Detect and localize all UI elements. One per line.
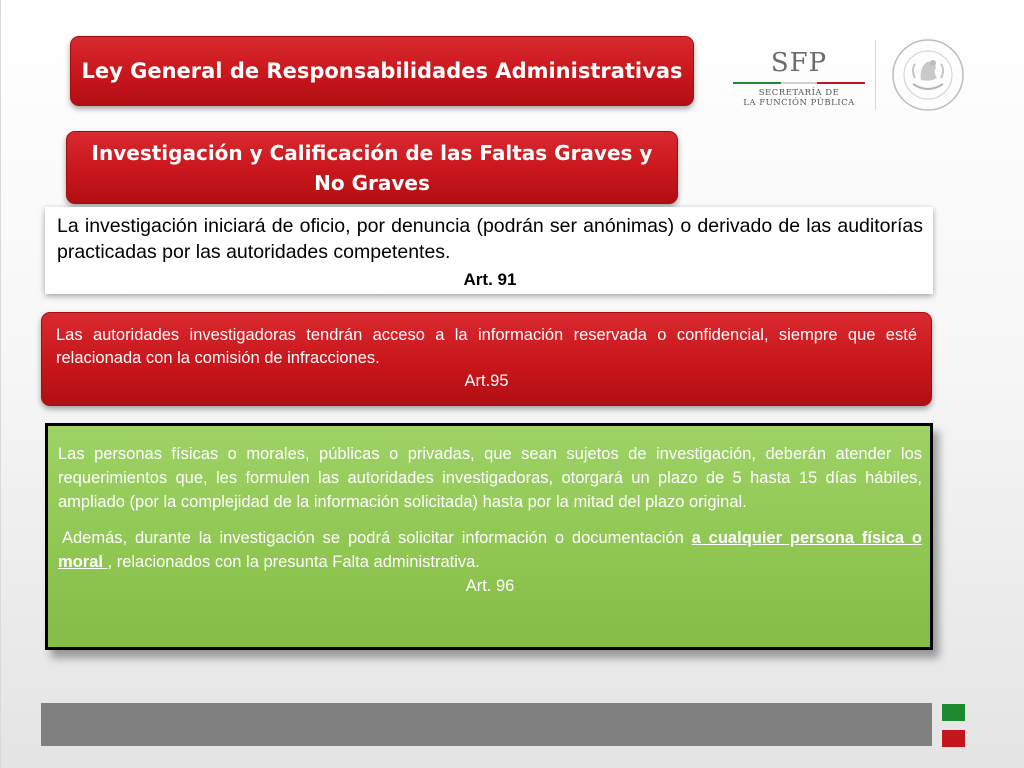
flag-red-square [942,730,965,747]
article-95: Art.95 [464,372,509,390]
article-96: Art. 96 [465,577,515,595]
additional-text-start: Además, durante la investigación se podrá solicitar información o documentación [62,529,692,547]
sfp-name-line2: LA FUNCIÓN PÚBLICA [743,98,855,108]
any-person-emphasis: a cualquier persona física o moral [58,529,923,571]
investigation-note [45,207,933,294]
main-title-box [70,36,694,106]
article-91: Art. 91 [463,270,517,289]
sfp-name-line1: SECRETARÍA DE [758,88,840,98]
additional-text-end: , relacionados con la presunta Falta administrativa. [107,553,480,571]
main-title: Ley General de Responsabilidades Administrativas [81,59,683,83]
access-text: Las autoridades investigadoras tendrán acceso a la información reservada o confidencial, siempre que esté relacionada con la comisión de infracciones. [56,326,917,367]
sfp-logo [729,48,869,112]
section-title-box [66,131,678,204]
flag-green-square [942,704,965,721]
tricolor-line [733,80,865,86]
requirements-paragraph: Las personas físicas o morales, públicas o privadas, que sean sujetos de investigación, deberán atender los requerimientos que, les formulen las autoridades investigadoras, otorgará un plazo de 5 hasta 15 días hábiles, ampliado (por la complejidad de la información solicitada) hasta por la mitad del plazo original. [58,445,922,511]
sfp-acronym: SFP [770,48,828,78]
national-seal-icon [891,38,965,112]
footer-bar [41,703,932,746]
logo-divider [875,40,876,110]
requirements-note [45,423,933,650]
additional-paragraph [58,526,922,574]
investigation-text: La investigación iniciará de oficio, por denuncia (podrán ser anónimas) o derivado de las auditorías practicadas por las autoridades competentes. [57,215,923,263]
access-note [41,312,932,406]
section-title: Investigación y Calificación de las Faltas Graves y No Graves [91,140,653,195]
